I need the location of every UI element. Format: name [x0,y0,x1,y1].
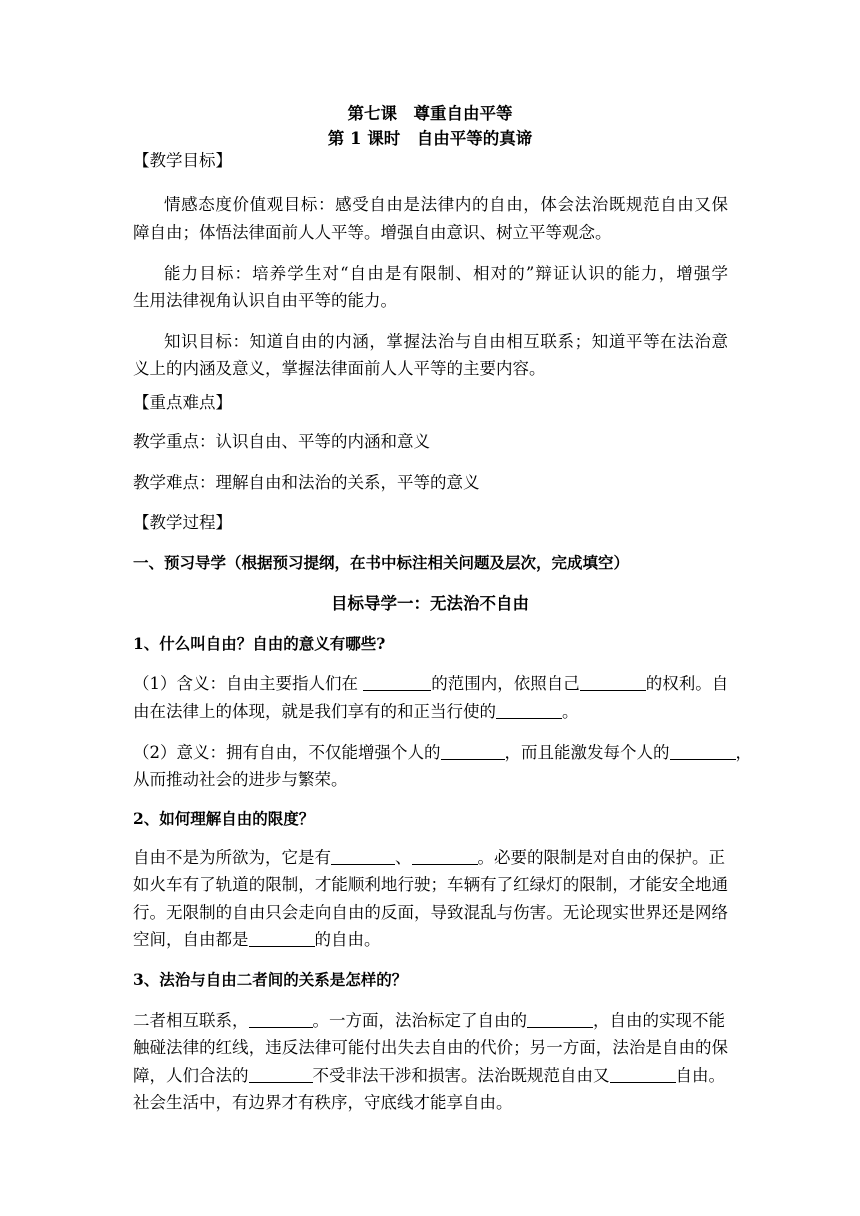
goal-emotion-line1: 情感态度价值观目标：感受自由是法律内的自由，体会法治既规范自由又保 [164,195,728,214]
lesson-title: 第七课 尊重自由平等 [347,104,513,123]
q3-answer-line2: 触碰法律的红线，违反法律可能付出失去自由的代价；另一方面，法治是自由的保 [133,1038,728,1057]
fill-blank[interactable] [249,1011,313,1028]
question-2: 2、如何理解自由的限度？ [133,809,315,828]
q2-answer-line2: 如火车有了轨道的限制，才能顺利地行驶；车辆有了红绿灯的限制，才能安全地通 [133,875,728,894]
fill-blank[interactable] [527,1011,593,1028]
fill-blank[interactable] [580,674,646,691]
goal-knowledge-line2: 义上的内涵及意义，掌握法律面前人人平等的主要内容。 [133,359,546,378]
question-1: 1、什么叫自由？自由的意义有哪些? [133,634,386,653]
q1-answer-1-line1: （1）含义：自由主要指人们在 的范围内，依照自己 的权利。自 [133,674,729,693]
q1-answer-2-line2: 从而推动社会的进步与繁荣。 [133,770,348,789]
question-3: 3、法治与自由二者间的关系是怎样的？ [133,970,408,989]
key-point: 教学重点：认识自由、平等的内涵和意义 [133,432,430,451]
fill-blank[interactable] [496,702,562,719]
q3-answer-line3: 障，人们合法的 不受非法干涉和损害。法治既规范自由又 自由。 [133,1066,725,1085]
target-heading: 目标导学一：无法治不自由 [331,594,529,613]
q1-answer-2-line1: （2）意义：拥有自由，不仅能增强个人的 ，而且能激发每个人的 ， [133,743,752,762]
q3-answer-line1: 二者相互联系， 。一方面，法治标定了自由的 ，自由的实现不能 [133,1011,725,1030]
fill-blank[interactable] [363,674,431,691]
goal-emotion-line2: 障自由；体悟法律面前人人平等。增强自由意识、树立平等观念。 [133,223,612,242]
goal-knowledge-line1: 知识目标：知道自由的内涵，掌握法治与自由相互联系；知道平等在法治意 [164,332,728,351]
fill-blank[interactable] [249,930,315,947]
section-teaching-process: 【教学过程】 [133,513,232,532]
section-teaching-goals: 【教学目标】 [133,151,232,170]
q1-answer-1-line2: 由在法律上的体现，就是我们享有的和正当行使的 。 [133,702,579,721]
fill-blank[interactable] [412,848,478,865]
fill-blank[interactable] [670,743,736,760]
goal-ability-line2: 生用法律视角认识自由平等的能力。 [133,291,397,310]
goal-ability-line1: 能力目标：培养学生对“自由是有限制、相对的”辩证认识的能力，增强学 [164,264,728,283]
fill-blank[interactable] [610,1066,676,1083]
fill-blank[interactable] [331,848,395,865]
q3-answer-line4: 社会生活中，有边界才有秩序，守底线才能享自由。 [133,1093,513,1112]
q2-answer-line4: 空间，自由都是 的自由。 [133,930,381,949]
difficult-point: 教学难点：理解自由和法治的关系，平等的意义 [133,473,480,492]
fill-blank[interactable] [249,1066,313,1083]
lesson-subtitle: 第 1 课时 自由平等的真谛 [327,129,533,148]
preview-heading: 一、预习导学（根据预习提纲，在书中标注相关问题及层次，完成填空） [133,553,630,572]
fill-blank[interactable] [441,743,505,760]
section-key-points: 【重点难点】 [133,393,232,412]
q2-answer-line1: 自由不是为所欲为，它是有 、 。必要的限制是对自由的保护。正 [133,848,725,867]
q2-answer-line3: 行。无限制的自由只会走向自由的反面，导致混乱与伤害。无论现实世界还是网络 [133,903,728,922]
